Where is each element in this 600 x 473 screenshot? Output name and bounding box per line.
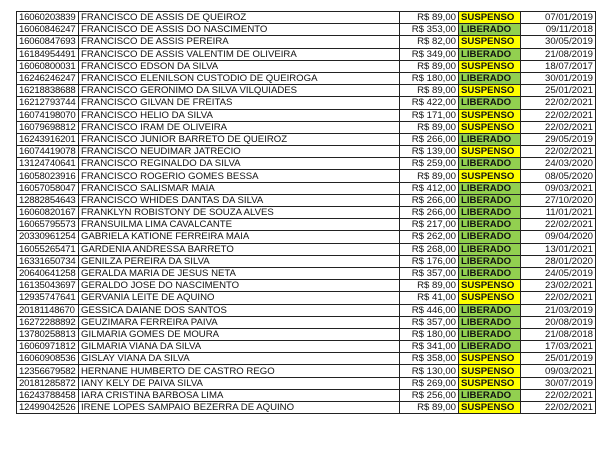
cell-date: 24/05/2019 (521, 267, 596, 279)
table-row (17, 377, 596, 389)
table-body (17, 12, 596, 414)
cell-value: R$ 262,00 (400, 231, 459, 243)
cell-id: 16135043697 (17, 280, 79, 292)
cell-id: 20181148670 (17, 304, 79, 316)
cell-date: 22/02/2021 (521, 402, 596, 414)
cell-status: SUSPENSO (459, 353, 521, 365)
table-row (17, 328, 596, 340)
cell-name: GISLAY VIANA DA SILVA (79, 353, 400, 365)
cell-date: 22/02/2021 (521, 109, 596, 121)
cell-id: 16218838688 (17, 85, 79, 97)
cell-date: 30/05/2019 (521, 36, 596, 48)
table-row (17, 36, 596, 48)
table-row (17, 389, 596, 401)
cell-status: LIBERADO (459, 328, 521, 340)
cell-date: 22/02/2021 (521, 219, 596, 231)
table-row (17, 231, 596, 243)
cell-id: 12499042526 (17, 402, 79, 414)
cell-name: GABRIELA KATIONE FERREIRA MAIA (79, 231, 400, 243)
cell-name: IANY KELY DE PAIVA SILVA (79, 377, 400, 389)
cell-value: R$ 266,00 (400, 133, 459, 145)
cell-name: GERVANIA LEITE DE AQUINO (79, 292, 400, 304)
cell-name: IRENE LOPES SAMPAIO BEZERRA DE AQUINO (79, 402, 400, 414)
cell-status: SUSPENSO (459, 60, 521, 72)
cell-date: 22/02/2021 (521, 97, 596, 109)
table-row (17, 133, 596, 145)
cell-value: R$ 259,00 (400, 158, 459, 170)
cell-status: LIBERADO (459, 243, 521, 255)
cell-name: GARDENIA ANDRESSA BARRETO (79, 243, 400, 255)
table-row (17, 48, 596, 60)
cell-value: R$ 89,00 (400, 121, 459, 133)
cell-name: GERALDO JOSE DO NASCIMENTO (79, 280, 400, 292)
table-row (17, 109, 596, 121)
cell-status: LIBERADO (459, 207, 521, 219)
table-row (17, 402, 596, 414)
cell-value: R$ 89,00 (400, 280, 459, 292)
cell-value: R$ 357,00 (400, 316, 459, 328)
cell-date: 28/01/2020 (521, 255, 596, 267)
cell-status: SUSPENSO (459, 377, 521, 389)
cell-status: SUSPENSO (459, 292, 521, 304)
cell-name: HERNANE HUMBERTO DE CASTRO REGO (79, 365, 400, 377)
cell-name: FRANCISCO GILVAN DE FREITAS (79, 97, 400, 109)
cell-name: GENILZA PEREIRA DA SILVA (79, 255, 400, 267)
table-row (17, 267, 596, 279)
cell-name: FRANCISCO NEUDIMAR JATRECIO (79, 146, 400, 158)
cell-id: 16058023916 (17, 170, 79, 182)
cell-date: 24/03/2020 (521, 158, 596, 170)
cell-status: SUSPENSO (459, 170, 521, 182)
cell-status: SUSPENSO (459, 365, 521, 377)
cell-status: LIBERADO (459, 158, 521, 170)
cell-id: 16060847693 (17, 36, 79, 48)
table-row (17, 280, 596, 292)
cell-id: 16212793744 (17, 97, 79, 109)
cell-id: 16246246247 (17, 72, 79, 84)
table-row (17, 207, 596, 219)
cell-name: FRANCISCO EDSON DA SILVA (79, 60, 400, 72)
cell-status: LIBERADO (459, 341, 521, 353)
cell-name: FRANCISCO DE ASSIS DE QUEIROZ (79, 12, 400, 24)
table-row (17, 304, 596, 316)
cell-name: GEUZIMARA FERREIRA PAIVA (79, 316, 400, 328)
cell-status: LIBERADO (459, 182, 521, 194)
cell-date: 25/01/2019 (521, 353, 596, 365)
beneficiary-table (16, 11, 596, 414)
cell-id: 16060908536 (17, 353, 79, 365)
cell-date: 09/04/2020 (521, 231, 596, 243)
cell-id: 16060203839 (17, 12, 79, 24)
cell-status: SUSPENSO (459, 36, 521, 48)
cell-status: SUSPENSO (459, 146, 521, 158)
cell-value: R$ 446,00 (400, 304, 459, 316)
cell-value: R$ 89,00 (400, 402, 459, 414)
cell-date: 21/03/2019 (521, 304, 596, 316)
table-row (17, 365, 596, 377)
cell-name: FRANCISCO JUNIOR BARRETO DE QUEIROZ (79, 133, 400, 145)
cell-status: LIBERADO (459, 72, 521, 84)
cell-date: 20/08/2019 (521, 316, 596, 328)
cell-value: R$ 412,00 (400, 182, 459, 194)
cell-status: SUSPENSO (459, 121, 521, 133)
table-row (17, 292, 596, 304)
cell-id: 16074198070 (17, 109, 79, 121)
cell-date: 30/07/2019 (521, 377, 596, 389)
cell-value: R$ 89,00 (400, 170, 459, 182)
cell-name: FRANCISCO DE ASSIS PEREIRA (79, 36, 400, 48)
cell-status: LIBERADO (459, 194, 521, 206)
cell-name: FRANCISCO DE ASSIS DO NASCIMENTO (79, 24, 400, 36)
table-row (17, 255, 596, 267)
table-row (17, 170, 596, 182)
cell-status: LIBERADO (459, 267, 521, 279)
cell-value: R$ 41,00 (400, 292, 459, 304)
cell-date: 08/05/2020 (521, 170, 596, 182)
cell-status: LIBERADO (459, 389, 521, 401)
cell-name: GERALDA MARIA DE JESUS NETA (79, 267, 400, 279)
cell-status: SUSPENSO (459, 85, 521, 97)
cell-status: SUSPENSO (459, 109, 521, 121)
cell-status: LIBERADO (459, 231, 521, 243)
cell-id: 13780258813 (17, 328, 79, 340)
table-row (17, 85, 596, 97)
cell-value: R$ 266,00 (400, 207, 459, 219)
cell-date: 18/07/2017 (521, 60, 596, 72)
cell-status: LIBERADO (459, 219, 521, 231)
cell-id: 12356679582 (17, 365, 79, 377)
cell-id: 16272288892 (17, 316, 79, 328)
cell-value: R$ 130,00 (400, 365, 459, 377)
cell-name: FRANCISCO SALISMAR MAIA (79, 182, 400, 194)
table-row (17, 72, 596, 84)
cell-date: 23/02/2021 (521, 280, 596, 292)
cell-name: FRANCISCO IRAM DE OLIVEIRA (79, 121, 400, 133)
table-row (17, 353, 596, 365)
cell-name: FRANCISCO HELIO DA SILVA (79, 109, 400, 121)
table-row (17, 341, 596, 353)
cell-id: 20640641258 (17, 267, 79, 279)
table-row (17, 316, 596, 328)
cell-value: R$ 353,00 (400, 24, 459, 36)
table-row (17, 12, 596, 24)
cell-status: LIBERADO (459, 48, 521, 60)
cell-value: R$ 269,00 (400, 377, 459, 389)
cell-name: FRANCISCO REGINALDO DA SILVA (79, 158, 400, 170)
cell-id: 16079698812 (17, 121, 79, 133)
cell-date: 09/11/2018 (521, 24, 596, 36)
cell-date: 22/02/2021 (521, 146, 596, 158)
cell-name: GESSICA DAIANE DOS SANTOS (79, 304, 400, 316)
table-row (17, 158, 596, 170)
cell-name: FRANCISCO ROGERIO GOMES BESSA (79, 170, 400, 182)
cell-date: 21/08/2019 (521, 48, 596, 60)
cell-date: 22/02/2021 (521, 121, 596, 133)
table-row (17, 24, 596, 36)
table-row (17, 194, 596, 206)
cell-value: R$ 357,00 (400, 267, 459, 279)
cell-date: 11/01/2021 (521, 207, 596, 219)
cell-id: 16057058047 (17, 182, 79, 194)
cell-value: R$ 180,00 (400, 328, 459, 340)
cell-date: 07/01/2019 (521, 12, 596, 24)
table-row (17, 121, 596, 133)
cell-value: R$ 89,00 (400, 12, 459, 24)
cell-name: GILMARIA GOMES DE MOURA (79, 328, 400, 340)
cell-id: 20181285872 (17, 377, 79, 389)
cell-value: R$ 268,00 (400, 243, 459, 255)
cell-status: LIBERADO (459, 316, 521, 328)
table-row (17, 60, 596, 72)
cell-date: 30/01/2019 (521, 72, 596, 84)
cell-status: LIBERADO (459, 255, 521, 267)
cell-id: 16184954491 (17, 48, 79, 60)
cell-id: 16055265471 (17, 243, 79, 255)
cell-status: SUSPENSO (459, 12, 521, 24)
cell-name: FRANSUILMA LIMA CAVALCANTE (79, 219, 400, 231)
cell-value: R$ 176,00 (400, 255, 459, 267)
cell-value: R$ 341,00 (400, 341, 459, 353)
cell-date: 17/03/2021 (521, 341, 596, 353)
cell-value: R$ 349,00 (400, 48, 459, 60)
cell-date: 21/08/2018 (521, 328, 596, 340)
cell-id: 16060800031 (17, 60, 79, 72)
cell-date: 27/10/2020 (521, 194, 596, 206)
cell-name: GILMARIA VIANA DA SILVA (79, 341, 400, 353)
table-row (17, 182, 596, 194)
cell-value: R$ 358,00 (400, 353, 459, 365)
cell-id: 12935747641 (17, 292, 79, 304)
cell-name: FRANCISCO DE ASSIS VALENTIM DE OLIVEIRA (79, 48, 400, 60)
cell-value: R$ 422,00 (400, 97, 459, 109)
cell-name: IARA CRISTINA BARBOSA LIMA (79, 389, 400, 401)
cell-value: R$ 89,00 (400, 60, 459, 72)
cell-name: FRANCISCO GERONIMO DA SILVA VILQUIADES (79, 85, 400, 97)
cell-date: 22/02/2021 (521, 389, 596, 401)
cell-value: R$ 139,00 (400, 146, 459, 158)
cell-status: SUSPENSO (459, 402, 521, 414)
cell-value: R$ 266,00 (400, 194, 459, 206)
cell-id: 13124740641 (17, 158, 79, 170)
cell-value: R$ 217,00 (400, 219, 459, 231)
cell-status: LIBERADO (459, 24, 521, 36)
cell-id: 16243916201 (17, 133, 79, 145)
cell-id: 16060820167 (17, 207, 79, 219)
cell-id: 16243788458 (17, 389, 79, 401)
cell-value: R$ 82,00 (400, 36, 459, 48)
cell-id: 16065795573 (17, 219, 79, 231)
cell-value: R$ 180,00 (400, 72, 459, 84)
cell-id: 12882854643 (17, 194, 79, 206)
cell-id: 16060971812 (17, 341, 79, 353)
cell-id: 16060846247 (17, 24, 79, 36)
cell-date: 09/03/2021 (521, 365, 596, 377)
table-row (17, 146, 596, 158)
cell-status: LIBERADO (459, 133, 521, 145)
table-row (17, 243, 596, 255)
cell-id: 16074419078 (17, 146, 79, 158)
table-row (17, 219, 596, 231)
cell-date: 09/03/2021 (521, 182, 596, 194)
cell-value: R$ 256,00 (400, 389, 459, 401)
cell-date: 22/02/2021 (521, 292, 596, 304)
cell-name: FRANKLYN ROBISTONY DE SOUZA ALVES (79, 207, 400, 219)
cell-date: 25/01/2021 (521, 85, 596, 97)
cell-name: FRANCISCO ELENILSON CUSTODIO DE QUEIROGA (79, 72, 400, 84)
cell-date: 29/05/2019 (521, 133, 596, 145)
cell-date: 13/01/2021 (521, 243, 596, 255)
table-row (17, 97, 596, 109)
cell-name: FRANCISCO WHIDES DANTAS DA SILVA (79, 194, 400, 206)
cell-value: R$ 89,00 (400, 85, 459, 97)
cell-status: SUSPENSO (459, 280, 521, 292)
cell-status: LIBERADO (459, 97, 521, 109)
cell-value: R$ 171,00 (400, 109, 459, 121)
cell-id: 20330961254 (17, 231, 79, 243)
cell-status: LIBERADO (459, 304, 521, 316)
cell-id: 16331650734 (17, 255, 79, 267)
